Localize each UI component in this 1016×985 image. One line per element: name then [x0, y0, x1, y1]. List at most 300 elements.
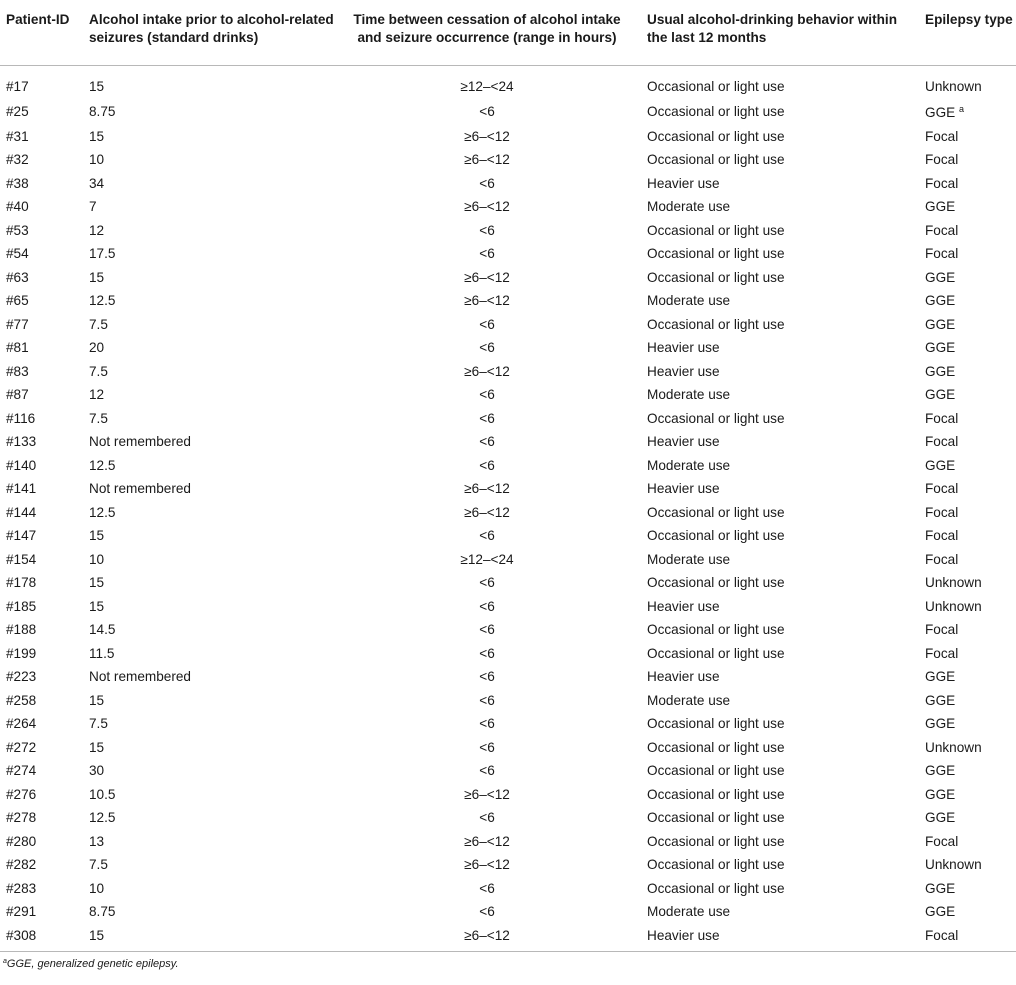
cell-time-between — [345, 501, 641, 525]
cell-patient-id — [0, 853, 83, 877]
table-row — [0, 524, 1016, 548]
table-row — [0, 454, 1016, 478]
cell-drinking-behavior — [641, 524, 919, 548]
cell-alcohol-intake-text: 34 — [89, 175, 105, 191]
cell-alcohol-intake — [83, 195, 345, 219]
cell-alcohol-intake — [83, 219, 345, 243]
header-alcohol-intake: Alcohol intake prior to alcohol-related seizures (standard drinks) — [83, 0, 345, 65]
cell-drinking-behavior-text: Occasional or light use — [647, 128, 785, 144]
cell-alcohol-intake-text: 10 — [89, 880, 105, 896]
cell-drinking-behavior-text: Occasional or light use — [647, 575, 785, 590]
cell-drinking-behavior-text: Heavier use — [647, 175, 720, 191]
cell-epilepsy-type — [919, 830, 1016, 854]
cell-patient-id — [0, 98, 83, 125]
cell-drinking-behavior-text: Occasional or light use — [647, 739, 785, 755]
cell-drinking-behavior-text: Moderate use — [647, 692, 731, 708]
cell-time-between — [345, 98, 641, 125]
cell-epilepsy-type-text: GGE — [925, 810, 956, 825]
cell-time-between — [345, 783, 641, 807]
cell-time-between-text: ≥6–<12 — [464, 857, 510, 872]
cell-time-between — [345, 430, 641, 454]
cell-patient-id — [0, 266, 83, 290]
cell-patient-id-text: #308 — [6, 927, 37, 943]
cell-time-between — [345, 595, 641, 619]
table-row — [0, 219, 1016, 243]
cell-epilepsy-type — [919, 313, 1016, 337]
cell-epilepsy-type-text: GGE — [925, 786, 956, 802]
cell-patient-id-text: #199 — [6, 645, 37, 661]
cell-time-between — [345, 877, 641, 901]
cell-drinking-behavior — [641, 665, 919, 689]
cell-alcohol-intake-text: 15 — [89, 598, 105, 614]
cell-patient-id-text: #116 — [6, 410, 36, 426]
cell-time-between-text: <6 — [479, 645, 495, 661]
cell-alcohol-intake — [83, 571, 345, 595]
cell-epilepsy-type — [919, 783, 1016, 807]
cell-time-between-text: <6 — [479, 528, 495, 543]
cell-epilepsy-type-text: Focal — [925, 246, 959, 261]
cell-alcohol-intake — [83, 65, 345, 98]
table-row — [0, 712, 1016, 736]
cell-time-between — [345, 712, 641, 736]
cell-time-between — [345, 360, 641, 384]
cell-drinking-behavior — [641, 618, 919, 642]
table-row — [0, 548, 1016, 572]
cell-patient-id — [0, 900, 83, 924]
cell-drinking-behavior — [641, 759, 919, 783]
cell-patient-id — [0, 454, 83, 478]
cell-patient-id — [0, 219, 83, 243]
cell-time-between-text: <6 — [479, 175, 495, 191]
cell-drinking-behavior — [641, 125, 919, 149]
cell-patient-id — [0, 313, 83, 337]
cell-patient-id-text: #53 — [6, 222, 29, 238]
cell-alcohol-intake — [83, 125, 345, 149]
cell-epilepsy-type — [919, 548, 1016, 572]
cell-drinking-behavior — [641, 266, 919, 290]
cell-epilepsy-type — [919, 736, 1016, 760]
cell-time-between — [345, 689, 641, 713]
cell-epilepsy-type — [919, 595, 1016, 619]
cell-time-between-text: <6 — [479, 904, 495, 919]
cell-drinking-behavior-text: Heavier use — [647, 669, 720, 684]
cell-drinking-behavior-text: Occasional or light use — [647, 645, 785, 661]
cell-alcohol-intake-text: 15 — [89, 269, 105, 285]
cell-epilepsy-type — [919, 665, 1016, 689]
cell-drinking-behavior — [641, 98, 919, 125]
cell-alcohol-intake — [83, 407, 345, 431]
table-header — [0, 0, 1016, 65]
cell-patient-id-text: #147 — [6, 528, 37, 543]
cell-alcohol-intake — [83, 689, 345, 713]
header-epilepsy-type: Epilepsy type — [919, 0, 1016, 65]
cell-alcohol-intake — [83, 501, 345, 525]
cell-alcohol-intake — [83, 336, 345, 360]
cell-time-between-text: <6 — [479, 434, 495, 449]
cell-drinking-behavior — [641, 712, 919, 736]
header-row — [0, 0, 1016, 65]
cell-drinking-behavior-text: Occasional or light use — [647, 810, 785, 825]
cell-time-between — [345, 524, 641, 548]
cell-epilepsy-type — [919, 618, 1016, 642]
cell-time-between-text: <6 — [479, 316, 495, 332]
cell-time-between-text: <6 — [479, 222, 495, 238]
cell-epilepsy-type — [919, 289, 1016, 313]
cell-drinking-behavior-text: Occasional or light use — [647, 504, 785, 520]
cell-epilepsy-type — [919, 242, 1016, 266]
cell-time-between-text: <6 — [479, 103, 495, 119]
table-row — [0, 125, 1016, 149]
cell-time-between-text: <6 — [479, 575, 495, 590]
footnote-ref: a — [959, 104, 965, 114]
cell-patient-id-text: #178 — [6, 575, 37, 590]
cell-epilepsy-type — [919, 125, 1016, 149]
cell-alcohol-intake-text: 10.5 — [89, 786, 116, 802]
cell-patient-id-text: #133 — [6, 434, 37, 449]
cell-epilepsy-type-text: GGE — [925, 880, 956, 896]
cell-epilepsy-type-text: GGE — [925, 105, 956, 120]
cell-epilepsy-type-text: Unknown — [925, 739, 982, 755]
table-row — [0, 783, 1016, 807]
cell-time-between-text: <6 — [479, 810, 495, 825]
cell-time-between — [345, 65, 641, 98]
cell-drinking-behavior — [641, 336, 919, 360]
cell-patient-id — [0, 736, 83, 760]
cell-patient-id — [0, 407, 83, 431]
cell-epilepsy-type-text: Unknown — [925, 857, 982, 872]
cell-patient-id-text: #280 — [6, 833, 37, 849]
cell-time-between — [345, 618, 641, 642]
cell-patient-id — [0, 806, 83, 830]
cell-time-between — [345, 759, 641, 783]
cell-time-between-text: ≥6–<12 — [464, 481, 510, 496]
cell-patient-id-text: #140 — [6, 457, 37, 473]
cell-time-between-text: <6 — [479, 598, 495, 614]
cell-alcohol-intake-text: 15 — [89, 78, 105, 94]
cell-patient-id — [0, 125, 83, 149]
cell-epilepsy-type-text: Focal — [925, 434, 959, 449]
cell-drinking-behavior-text: Occasional or light use — [647, 222, 785, 238]
cell-drinking-behavior-text: Moderate use — [647, 293, 731, 308]
cell-patient-id — [0, 548, 83, 572]
cell-time-between — [345, 172, 641, 196]
cell-patient-id-text: #87 — [6, 387, 29, 402]
cell-time-between-text: <6 — [479, 880, 495, 896]
table-row — [0, 689, 1016, 713]
cell-epilepsy-type-text: GGE — [925, 763, 956, 778]
cell-alcohol-intake — [83, 712, 345, 736]
cell-epilepsy-type-text: Focal — [925, 504, 959, 520]
table-row — [0, 759, 1016, 783]
footnote — [0, 952, 1016, 970]
table-row — [0, 195, 1016, 219]
cell-drinking-behavior — [641, 219, 919, 243]
cell-alcohol-intake-text: 10 — [89, 551, 105, 567]
cell-drinking-behavior-text: Occasional or light use — [647, 316, 785, 332]
cell-alcohol-intake-text: 13 — [89, 833, 105, 849]
cell-drinking-behavior — [641, 195, 919, 219]
table-row — [0, 618, 1016, 642]
cell-epilepsy-type-text: GGE — [925, 457, 956, 473]
cell-patient-id — [0, 242, 83, 266]
cell-time-between — [345, 900, 641, 924]
cell-patient-id-text: #83 — [6, 363, 29, 379]
cell-time-between — [345, 266, 641, 290]
cell-alcohol-intake-text: 17.5 — [89, 246, 116, 261]
table-row — [0, 148, 1016, 172]
cell-time-between — [345, 548, 641, 572]
cell-patient-id-text: #77 — [6, 316, 29, 332]
cell-patient-id-text: #40 — [6, 199, 29, 214]
cell-patient-id — [0, 571, 83, 595]
cell-alcohol-intake — [83, 853, 345, 877]
cell-time-between-text: <6 — [479, 763, 495, 778]
cell-alcohol-intake-text: 10 — [89, 152, 105, 167]
cell-time-between-text: ≥6–<12 — [464, 363, 510, 379]
cell-time-between — [345, 454, 641, 478]
cell-patient-id — [0, 195, 83, 219]
cell-epilepsy-type — [919, 266, 1016, 290]
cell-alcohol-intake-text: 12.5 — [89, 457, 116, 473]
cell-patient-id — [0, 477, 83, 501]
cell-epilepsy-type — [919, 360, 1016, 384]
cell-alcohol-intake — [83, 618, 345, 642]
cell-time-between — [345, 571, 641, 595]
cell-patient-id-text: #31 — [6, 128, 29, 144]
cell-alcohol-intake — [83, 383, 345, 407]
cell-patient-id — [0, 924, 83, 952]
cell-drinking-behavior-text: Occasional or light use — [647, 716, 785, 731]
cell-drinking-behavior — [641, 289, 919, 313]
cell-drinking-behavior-text: Occasional or light use — [647, 528, 785, 543]
cell-time-between-text: <6 — [479, 716, 495, 731]
table-body — [0, 65, 1016, 952]
cell-alcohol-intake — [83, 360, 345, 384]
cell-alcohol-intake-text: 20 — [89, 340, 105, 355]
cell-epilepsy-type-text: Focal — [925, 645, 959, 661]
cell-time-between-text: <6 — [479, 457, 495, 473]
cell-time-between-text: ≥12–<24 — [460, 551, 514, 567]
cell-alcohol-intake — [83, 477, 345, 501]
cell-epilepsy-type-text: Focal — [925, 528, 959, 543]
cell-patient-id — [0, 783, 83, 807]
cell-drinking-behavior — [641, 806, 919, 830]
cell-drinking-behavior-text: Moderate use — [647, 904, 731, 919]
cell-drinking-behavior — [641, 877, 919, 901]
cell-alcohol-intake — [83, 783, 345, 807]
cell-drinking-behavior-text: Heavier use — [647, 340, 720, 355]
cell-epilepsy-type — [919, 148, 1016, 172]
cell-time-between — [345, 477, 641, 501]
cell-drinking-behavior-text: Occasional or light use — [647, 269, 785, 285]
table-row — [0, 430, 1016, 454]
cell-alcohol-intake-text: 7.5 — [89, 857, 108, 872]
cell-patient-id — [0, 524, 83, 548]
cell-epilepsy-type-text: GGE — [925, 340, 956, 355]
cell-alcohol-intake — [83, 98, 345, 125]
table-row — [0, 736, 1016, 760]
cell-alcohol-intake — [83, 595, 345, 619]
cell-patient-id-text: #282 — [6, 857, 37, 872]
table-row — [0, 571, 1016, 595]
cell-patient-id-text: #185 — [6, 598, 37, 614]
cell-alcohol-intake-text: 12.5 — [89, 293, 116, 308]
cell-epilepsy-type — [919, 689, 1016, 713]
cell-epilepsy-type-text: Focal — [925, 622, 959, 637]
cell-epilepsy-type-text: GGE — [925, 363, 956, 379]
cell-alcohol-intake — [83, 736, 345, 760]
cell-patient-id-text: #25 — [6, 103, 29, 119]
cell-time-between-text: <6 — [479, 410, 495, 426]
cell-alcohol-intake — [83, 289, 345, 313]
footnote-marker: a — [3, 958, 7, 965]
cell-epilepsy-type — [919, 477, 1016, 501]
header-time-between: Time between cessation of alcohol intake and seizure occurrence (range in hours) — [345, 0, 641, 65]
cell-drinking-behavior — [641, 407, 919, 431]
table-row — [0, 266, 1016, 290]
cell-alcohol-intake — [83, 806, 345, 830]
table-row — [0, 806, 1016, 830]
header-drinking-behavior: Usual alcohol-drinking behavior within the last 12 months — [641, 0, 919, 65]
cell-alcohol-intake-text: 15 — [89, 692, 105, 708]
cell-patient-id-text: #54 — [6, 246, 29, 261]
header-patient-id: Patient-ID — [0, 0, 83, 65]
cell-alcohol-intake-text: Not remembered — [89, 434, 191, 449]
cell-patient-id-text: #188 — [6, 622, 37, 637]
cell-alcohol-intake-text: 15 — [89, 575, 105, 590]
cell-epilepsy-type — [919, 853, 1016, 877]
cell-patient-id — [0, 689, 83, 713]
cell-patient-id-text: #81 — [6, 340, 29, 355]
cell-alcohol-intake-text: 7.5 — [89, 316, 108, 332]
cell-drinking-behavior — [641, 172, 919, 196]
cell-alcohol-intake — [83, 524, 345, 548]
cell-drinking-behavior — [641, 477, 919, 501]
cell-drinking-behavior-text: Occasional or light use — [647, 786, 785, 802]
cell-epilepsy-type-text: Unknown — [925, 78, 982, 94]
cell-time-between-text: ≥6–<12 — [464, 833, 510, 849]
table-row — [0, 242, 1016, 266]
cell-epilepsy-type-text: GGE — [925, 669, 956, 684]
cell-patient-id-text: #63 — [6, 269, 29, 285]
cell-epilepsy-type — [919, 900, 1016, 924]
table-row — [0, 360, 1016, 384]
cell-patient-id-text: #264 — [6, 716, 37, 731]
cell-patient-id-text: #291 — [6, 904, 37, 919]
cell-alcohol-intake — [83, 148, 345, 172]
table-row — [0, 665, 1016, 689]
cell-epilepsy-type-text: Focal — [925, 927, 959, 943]
cell-alcohol-intake — [83, 266, 345, 290]
cell-drinking-behavior-text: Moderate use — [647, 551, 731, 567]
cell-patient-id — [0, 877, 83, 901]
cell-epilepsy-type-text: GGE — [925, 199, 956, 214]
cell-patient-id-text: #283 — [6, 880, 37, 896]
cell-epilepsy-type-text: Focal — [925, 410, 959, 426]
cell-time-between-text: ≥6–<12 — [464, 152, 510, 167]
cell-drinking-behavior-text: Heavier use — [647, 927, 720, 943]
cell-epilepsy-type-text: Focal — [925, 222, 959, 238]
cell-epilepsy-type — [919, 219, 1016, 243]
cell-time-between-text: <6 — [479, 622, 495, 637]
cell-drinking-behavior — [641, 924, 919, 952]
cell-time-between-text: <6 — [479, 246, 495, 261]
cell-drinking-behavior — [641, 430, 919, 454]
cell-time-between — [345, 148, 641, 172]
table-row — [0, 595, 1016, 619]
cell-patient-id — [0, 595, 83, 619]
cell-drinking-behavior-text: Occasional or light use — [647, 78, 785, 94]
cell-patient-id-text: #223 — [6, 669, 37, 684]
cell-patient-id-text: #274 — [6, 763, 37, 778]
table-row — [0, 336, 1016, 360]
cell-alcohol-intake — [83, 877, 345, 901]
cell-alcohol-intake — [83, 830, 345, 854]
cell-epilepsy-type — [919, 642, 1016, 666]
cell-time-between — [345, 242, 641, 266]
cell-alcohol-intake-text: 15 — [89, 128, 105, 144]
cell-alcohol-intake-text: 7.5 — [89, 363, 108, 379]
cell-patient-id — [0, 830, 83, 854]
cell-epilepsy-type — [919, 172, 1016, 196]
cell-time-between-text: <6 — [479, 739, 495, 755]
cell-epilepsy-type-text: Unknown — [925, 575, 982, 590]
cell-drinking-behavior — [641, 900, 919, 924]
cell-alcohol-intake — [83, 242, 345, 266]
cell-epilepsy-type-text: Focal — [925, 175, 959, 191]
table-row — [0, 924, 1016, 952]
cell-patient-id-text: #272 — [6, 739, 37, 755]
cell-patient-id-text: #38 — [6, 175, 29, 191]
cell-patient-id — [0, 172, 83, 196]
cell-alcohol-intake — [83, 642, 345, 666]
cell-epilepsy-type — [919, 430, 1016, 454]
cell-time-between — [345, 313, 641, 337]
table-row — [0, 853, 1016, 877]
cell-epilepsy-type — [919, 501, 1016, 525]
cell-time-between — [345, 125, 641, 149]
cell-epilepsy-type — [919, 877, 1016, 901]
cell-drinking-behavior-text: Occasional or light use — [647, 103, 785, 119]
cell-alcohol-intake — [83, 313, 345, 337]
cell-patient-id-text: #144 — [6, 504, 37, 520]
cell-epilepsy-type-text: GGE — [925, 716, 956, 731]
cell-epilepsy-type — [919, 759, 1016, 783]
cell-patient-id — [0, 618, 83, 642]
cell-epilepsy-type — [919, 65, 1016, 98]
cell-time-between — [345, 219, 641, 243]
cell-time-between — [345, 806, 641, 830]
cell-epilepsy-type — [919, 407, 1016, 431]
cell-epilepsy-type-text: Focal — [925, 551, 959, 567]
cell-epilepsy-type-text: GGE — [925, 387, 956, 402]
cell-alcohol-intake-text: 12 — [89, 222, 105, 238]
cell-patient-id — [0, 383, 83, 407]
table-row — [0, 900, 1016, 924]
cell-alcohol-intake — [83, 665, 345, 689]
cell-time-between-text: ≥6–<12 — [464, 269, 510, 285]
cell-patient-id — [0, 65, 83, 98]
cell-epilepsy-type — [919, 336, 1016, 360]
cell-epilepsy-type-text: Focal — [925, 152, 959, 167]
cell-patient-id — [0, 360, 83, 384]
cell-alcohol-intake-text: Not remembered — [89, 481, 191, 496]
table-row — [0, 477, 1016, 501]
cell-alcohol-intake-text: 15 — [89, 528, 105, 543]
cell-drinking-behavior-text: Occasional or light use — [647, 246, 785, 261]
cell-drinking-behavior — [641, 595, 919, 619]
cell-epilepsy-type-text: Focal — [925, 128, 959, 144]
